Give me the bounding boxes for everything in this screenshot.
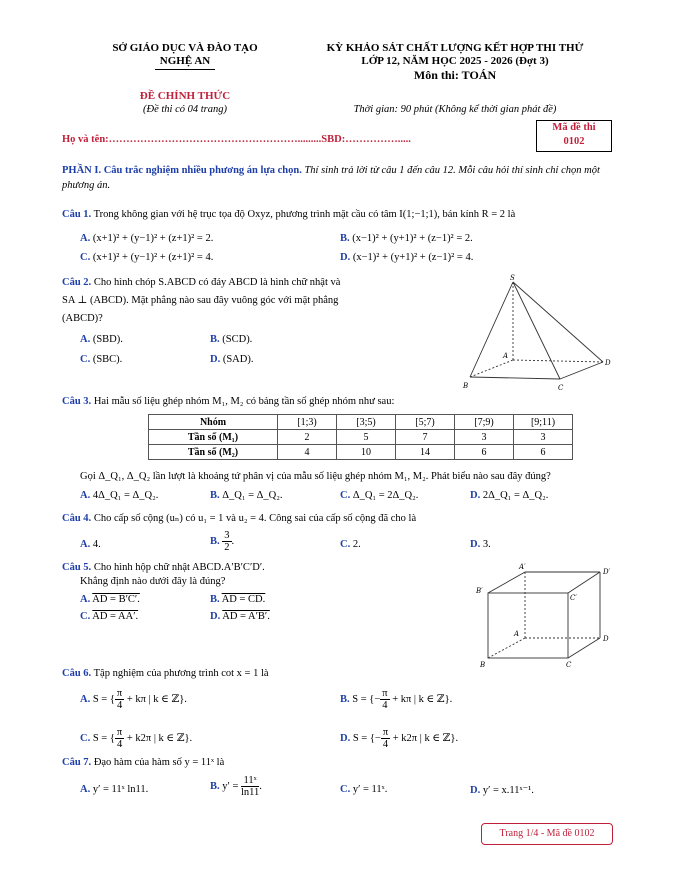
q1-option-c[interactable]: C. (x+1)² + (y−1)² + (z+1)² = 4.: [80, 252, 214, 263]
table-cell: 7: [396, 430, 455, 445]
q3-after-text: Gọi Δ_Q₁, Δ_Q₂ lần lượt là khoảng tứ phân vị của mẫu số liệu ghép nhóm M₁, M₂. Phát biểu nào sau đây đúng?: [80, 471, 551, 482]
q6-option-b[interactable]: B. S = {− $\frac{\pi}{4}$ + kπ | k ∈ ℤ}.: [340, 688, 453, 711]
q4-label: Câu 4.: [62, 513, 92, 524]
exam-title: KỲ KHẢO SÁT CHẤT LƯỢNG KẾT HỢP THI THỬ: [326, 42, 584, 54]
pyramid-label-a: A: [503, 352, 509, 360]
exam-year: LỚP 12, NĂM HỌC 2025 - 2026 (Đợt 3): [361, 55, 549, 67]
box-label-b: B: [480, 661, 486, 669]
question-4: [62, 512, 622, 524]
box-label-c: C: [566, 661, 572, 669]
q1-option-b[interactable]: B. (x−1)² + (y+1)² + (z−1)² = 2.: [340, 233, 473, 244]
q2-option-c[interactable]: C. (SBC).: [80, 354, 123, 365]
q5-text: Cho hình hộp chữ nhật ABCD.A′B′C′D′.: [91, 562, 265, 573]
box-label-b1: B′: [476, 587, 483, 595]
q3-option-b[interactable]: B. Δ_Q₁ = Δ_Q₂.: [210, 490, 283, 501]
exam-code-box: [536, 120, 612, 152]
box-label-c1: C′: [570, 594, 577, 602]
official-label: ĐỀ CHÍNH THỨC: [139, 90, 231, 102]
q4-option-d[interactable]: D. 3.: [470, 539, 491, 550]
question-5: [62, 561, 442, 589]
q5-option-a[interactable]: A. AD = B′C′.: [80, 594, 140, 605]
table-cell: [5;7): [396, 415, 455, 430]
q5-option-d[interactable]: D. AD = A′B′.: [210, 611, 270, 622]
q1-option-a[interactable]: A. (x+1)² + (y−1)² + (z+1)² = 2.: [80, 233, 214, 244]
q7-option-b[interactable]: B. y′ = $\frac{\text{11ˣ}}{\ln 11}$ .: [210, 775, 262, 798]
question-7: [62, 757, 622, 768]
q3-label: Câu 3.: [62, 396, 92, 407]
q2-line1: Cho hình chóp S.ABCD có đáy ABCD là hình chữ nhật và: [91, 277, 341, 288]
q3-option-a[interactable]: A. 4Δ_Q₁ = Δ_Q₂.: [80, 490, 159, 501]
box-label-d: D: [603, 635, 609, 643]
exam-code-label: Mã đề thi: [552, 122, 596, 133]
q5-text2: Khẳng định nào dưới đây là đúng?: [80, 576, 226, 587]
part1-instructions: Thí sinh trả lời từ câu 1 đến câu 12. Mỗi câu hỏi thí sinh chỉ chọn một phương án.: [62, 165, 600, 191]
box-label-a1: A′: [519, 563, 526, 571]
question-3: [62, 396, 622, 407]
part1-heading: [62, 163, 617, 193]
pyramid-label-c: C: [558, 384, 564, 392]
q2-line3: (ABCD)?: [62, 313, 103, 324]
table-cell: 3: [514, 430, 573, 445]
q7-option-c[interactable]: C. y′ = 11ˣ.: [340, 784, 388, 795]
q6-label: Câu 6.: [62, 668, 92, 679]
pyramid-label-b: B: [463, 382, 469, 390]
q4-option-b[interactable]: B. $\frac{3}{2}$ .: [210, 530, 235, 553]
box-figure: [470, 560, 620, 670]
q2-option-d[interactable]: D. (SAD).: [210, 354, 254, 365]
q1-text: Trong không gian với hệ trục tọa độ Oxyz, phương trình mặt cầu có tâm I(1;−1;1), bán kính R = 2 là: [91, 209, 516, 220]
province-underline: [155, 69, 215, 70]
table-row: [149, 430, 573, 445]
table-cell: 5: [337, 430, 396, 445]
q2-line2: SA ⊥ (ABCD). Mặt phẳng nào sau đây vuông góc với mặt phẳng: [62, 295, 339, 306]
box-label-d1: D′: [603, 568, 611, 576]
box-label-a: A: [514, 630, 520, 638]
table-cell: Tần số (M₁): [149, 430, 278, 445]
q7-option-a[interactable]: A. y′ = 11ˣ ln11.: [80, 784, 149, 795]
table-cell: 10: [337, 445, 396, 460]
q2-option-b[interactable]: B. (SCD).: [210, 334, 253, 345]
table-cell: 3: [455, 430, 514, 445]
table-cell: 4: [278, 445, 337, 460]
q1-option-d[interactable]: D. (x−1)² + (y+1)² + (z−1)² = 4.: [340, 252, 474, 263]
question-6: [62, 668, 622, 679]
table-row: [149, 445, 573, 460]
q6-option-a[interactable]: A. S = { $\frac{\pi}{4}$ + kπ | k ∈ ℤ}.: [80, 688, 187, 711]
pyramid-figure: [455, 272, 615, 397]
name-line: Họ và tên:……………………………………………….........SBD:…………….....: [62, 134, 411, 145]
table-cell: 14: [396, 445, 455, 460]
q4-option-c[interactable]: C. 2.: [340, 539, 361, 550]
q3-option-c[interactable]: C. Δ_Q₁ = 2Δ_Q₂.: [340, 490, 419, 501]
q1-label: Câu 1.: [62, 209, 92, 220]
q7-label: Câu 7.: [62, 757, 92, 768]
q7-text: Đạo hàm của hàm số y = 11ˣ là: [91, 757, 225, 768]
part1-title: PHẦN I. Câu trắc nghiệm nhiều phương án lựa chọn.: [62, 165, 302, 176]
exam-time: Thời gian: 90 phút (Không kể thời gian phát đề): [353, 104, 557, 115]
dept-name: SỞ GIÁO DỤC VÀ ĐÀO TẠO: [112, 42, 258, 54]
pages-note: (Đề thi có 04 trang): [143, 104, 227, 115]
page-footer: Trang 1/4 - Mã đề 0102: [481, 823, 613, 845]
q3-option-d[interactable]: D. 2Δ_Q₁ = Δ_Q₂.: [470, 490, 549, 501]
q4-text: Cho cấp số cộng (uₙ) có u₁ = 1 và u₂ = 4. Công sai của cấp số cộng đã cho là: [91, 513, 417, 524]
pyramid-label-s: S: [510, 274, 515, 282]
province-name: NGHỆ AN: [159, 55, 211, 67]
q5-option-c[interactable]: C. AD = AA′.: [80, 611, 139, 622]
table-cell: Tần số (M₂): [149, 445, 278, 460]
table-header-row: [149, 415, 573, 430]
q2-option-a[interactable]: A. (SBD).: [80, 334, 123, 345]
table-cell: 6: [455, 445, 514, 460]
q6-option-d[interactable]: D. S = {− $\frac{\pi}{4}$ + k2π | k ∈ ℤ}.: [340, 727, 459, 750]
q3-text: Hai mẫu số liệu ghép nhóm M₁, M₂ có bảng tần số ghép nhóm như sau:: [91, 396, 395, 407]
q5-option-b[interactable]: B. AD = CD.: [210, 594, 266, 605]
table-cell: [9;11): [514, 415, 573, 430]
q6-text: Tập nghiệm của phương trình cot x = 1 là: [91, 668, 269, 679]
q6-option-c[interactable]: C. S = { $\frac{\pi}{4}$ + k2π | k ∈ ℤ}.: [80, 727, 193, 750]
table-cell: [7;9): [455, 415, 514, 430]
table-cell: [3;5): [337, 415, 396, 430]
question-1: [62, 209, 622, 220]
table-cell: 6: [514, 445, 573, 460]
table-cell: Nhóm: [149, 415, 278, 430]
q2-label: Câu 2.: [62, 277, 92, 288]
pyramid-label-d: D: [605, 359, 611, 367]
subject: Môn thi: TOÁN: [413, 68, 497, 82]
q5-label: Câu 5.: [62, 562, 92, 573]
table-cell: [1;3): [278, 415, 337, 430]
question-2: [62, 274, 432, 328]
frequency-table: [148, 414, 573, 460]
q7-option-d[interactable]: D. y′ = x.11ˣ⁻¹.: [470, 785, 534, 796]
table-cell: 2: [278, 430, 337, 445]
q4-option-a[interactable]: A. 4.: [80, 539, 101, 550]
exam-code-value: 0102: [563, 136, 585, 147]
